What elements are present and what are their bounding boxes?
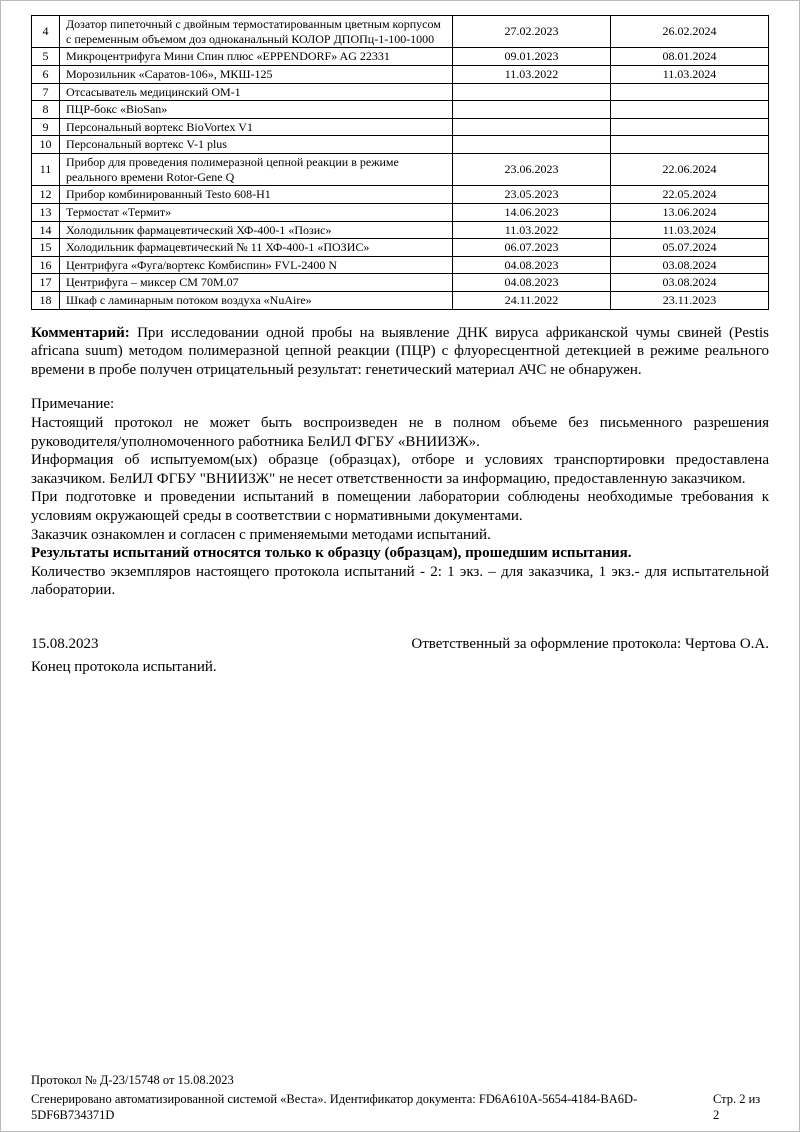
cell-number: 10 <box>32 136 60 154</box>
table-row <box>32 118 769 136</box>
cell-name: Дозатор пипеточный с двойным термостатированным цветным корпусом с переменным объемом доз одноканальный КОЛОР ДПОПц-1-100-1000 <box>60 16 453 48</box>
cell-number: 4 <box>32 16 60 48</box>
cell-date-to: 08.01.2024 <box>611 48 769 66</box>
cell-date-to <box>611 136 769 154</box>
table-row <box>32 239 769 257</box>
cell-date-to: 05.07.2024 <box>611 239 769 257</box>
cell-date-from <box>453 118 611 136</box>
cell-name: Центрифуга «Фуга/вортекс Комбиспин» FVL-2400 N <box>60 256 453 274</box>
notes-title: Примечание: <box>31 396 115 413</box>
commentary-paragraph <box>31 324 769 380</box>
page-footer <box>31 1072 769 1123</box>
cell-number: 5 <box>32 48 60 66</box>
cell-name: Отсасыватель медицинский ОМ-1 <box>60 83 453 101</box>
cell-date-from: 06.07.2023 <box>453 239 611 257</box>
cell-name: Прибор комбинированный Testo 608-H1 <box>60 186 453 204</box>
cell-name: Персональный вортекс V-1 plus <box>60 136 453 154</box>
note-line: Заказчик ознакомлен и согласен с применяемыми методами испытаний. <box>31 526 491 543</box>
cell-name: Микроцентрифуга Мини Спин плюс «EPPENDORF» AG 22331 <box>60 48 453 66</box>
cell-name: Центрифуга – миксер СМ 70М.07 <box>60 274 453 292</box>
table-row <box>32 274 769 292</box>
table-row <box>32 83 769 101</box>
footer-protocol-number: Протокол № Д-23/15748 от 15.08.2023 <box>31 1073 234 1088</box>
commentary-label: Комментарий: <box>31 324 130 341</box>
signoff-responsible: Ответственный за оформление протокола: Чертова О.А. <box>411 635 769 652</box>
note-line: Настоящий протокол не может быть воспроизведен не в полном объеме без письменного разрешения руководителя/уполномоченного работника БелИЛ ФГБУ «ВНИИЗЖ». <box>31 415 769 450</box>
cell-date-to <box>611 101 769 119</box>
cell-date-from <box>453 136 611 154</box>
cell-date-to <box>611 83 769 101</box>
cell-number: 8 <box>32 101 60 119</box>
note-line-results: Результаты испытаний относятся только к образцу (образцам), прошедшим испытания. <box>31 545 632 562</box>
cell-date-to: 03.08.2024 <box>611 256 769 274</box>
cell-name: ПЦР-бокс «BioSan» <box>60 101 453 119</box>
cell-date-from: 27.02.2023 <box>453 16 611 48</box>
commentary-text: При исследовании одной пробы на выявление ДНК вируса африканской чумы свиней (Pestis africana suum) методом полимеразной цепной реакции (ПЦР) с флуоресцентной детекцией в режиме реального времени в пробе получен отрицательный результат: генетический материал АЧС не обнаружен. <box>31 324 769 378</box>
cell-number: 15 <box>32 239 60 257</box>
cell-name: Прибор для проведения полимеразной цепной реакции в режиме реального времени Rotor-Gene Q <box>60 154 453 186</box>
cell-date-to: 13.06.2024 <box>611 203 769 221</box>
cell-date-to: 23.11.2023 <box>611 292 769 310</box>
cell-date-to: 22.05.2024 <box>611 186 769 204</box>
cell-date-from: 09.01.2023 <box>453 48 611 66</box>
cell-date-from: 23.05.2023 <box>453 186 611 204</box>
cell-date-from: 11.03.2022 <box>453 65 611 83</box>
table-row <box>32 221 769 239</box>
cell-number: 7 <box>32 83 60 101</box>
cell-number: 11 <box>32 154 60 186</box>
table-row <box>32 136 769 154</box>
cell-number: 9 <box>32 118 60 136</box>
cell-number: 14 <box>32 221 60 239</box>
table-row <box>32 48 769 66</box>
table-row <box>32 256 769 274</box>
table-row <box>32 203 769 221</box>
cell-date-from <box>453 83 611 101</box>
cell-number: 16 <box>32 256 60 274</box>
cell-date-from: 04.08.2023 <box>453 274 611 292</box>
signoff-row <box>31 636 769 653</box>
cell-date-from: 04.08.2023 <box>453 256 611 274</box>
end-of-protocol: Конец протокола испытаний. <box>31 658 217 675</box>
note-line: При подготовке и проведении испытаний в помещении лаборатории соблюдены необходимые требования к условиям окружающей среды в соответствии с нормативными документами. <box>31 489 769 524</box>
note-line: Количество экземпляров настоящего протокола испытаний - 2: 1 экз. – для заказчика, 1 экз.- для испытательной лаборатории. <box>31 563 769 599</box>
cell-number: 17 <box>32 274 60 292</box>
cell-date-from: 11.03.2022 <box>453 221 611 239</box>
cell-date-to: 11.03.2024 <box>611 221 769 239</box>
cell-date-from: 24.11.2022 <box>453 292 611 310</box>
cell-date-from <box>453 101 611 119</box>
signoff-date: 15.08.2023 <box>31 635 99 652</box>
equipment-table-body <box>32 16 769 310</box>
cell-date-to <box>611 118 769 136</box>
cell-date-to: 03.08.2024 <box>611 274 769 292</box>
footer-generated-text: Сгенерировано автоматизированной системой «Веста». Идентификатор документа: FD6A610A-5654-4184-BA6D-5DF6B734371D <box>31 1091 638 1122</box>
table-row <box>32 101 769 119</box>
empty-space <box>31 677 769 1073</box>
cell-name: Холодильник фармацевтический ХФ-400-1 «Позис» <box>60 221 453 239</box>
equipment-table <box>31 15 769 310</box>
cell-name: Шкаф с ламинарным потоком воздуха «NuAire» <box>60 292 453 310</box>
table-row <box>32 186 769 204</box>
table-row <box>32 292 769 310</box>
cell-date-to: 26.02.2024 <box>611 16 769 48</box>
cell-number: 12 <box>32 186 60 204</box>
note-line: Информация об испытуемом(ых) образце (образцах), отборе и условиях транспортировки предоставлена заказчиком. БелИЛ ФГБУ "ВНИИЗЖ" не несет ответственности за информацию, предоставленную заказчиком. <box>31 452 769 487</box>
cell-number: 6 <box>32 65 60 83</box>
cell-name: Персональный вортекс BioVortex V1 <box>60 118 453 136</box>
footer-generated-row <box>31 1091 769 1124</box>
cell-number: 18 <box>32 292 60 310</box>
cell-date-to: 22.06.2024 <box>611 154 769 186</box>
cell-date-from: 23.06.2023 <box>453 154 611 186</box>
table-row <box>32 154 769 186</box>
table-row <box>32 65 769 83</box>
cell-date-to: 11.03.2024 <box>611 65 769 83</box>
cell-number: 13 <box>32 203 60 221</box>
cell-name: Холодильник фармацевтический № 11 ХФ-400-1 «ПОЗИС» <box>60 239 453 257</box>
cell-date-from: 14.06.2023 <box>453 203 611 221</box>
table-row <box>32 16 769 48</box>
cell-name: Термостат «Термит» <box>60 203 453 221</box>
cell-name: Морозильник «Саратов-106», МКШ-125 <box>60 65 453 83</box>
footer-page-number: Стр. 2 из 2 <box>712 1091 761 1122</box>
